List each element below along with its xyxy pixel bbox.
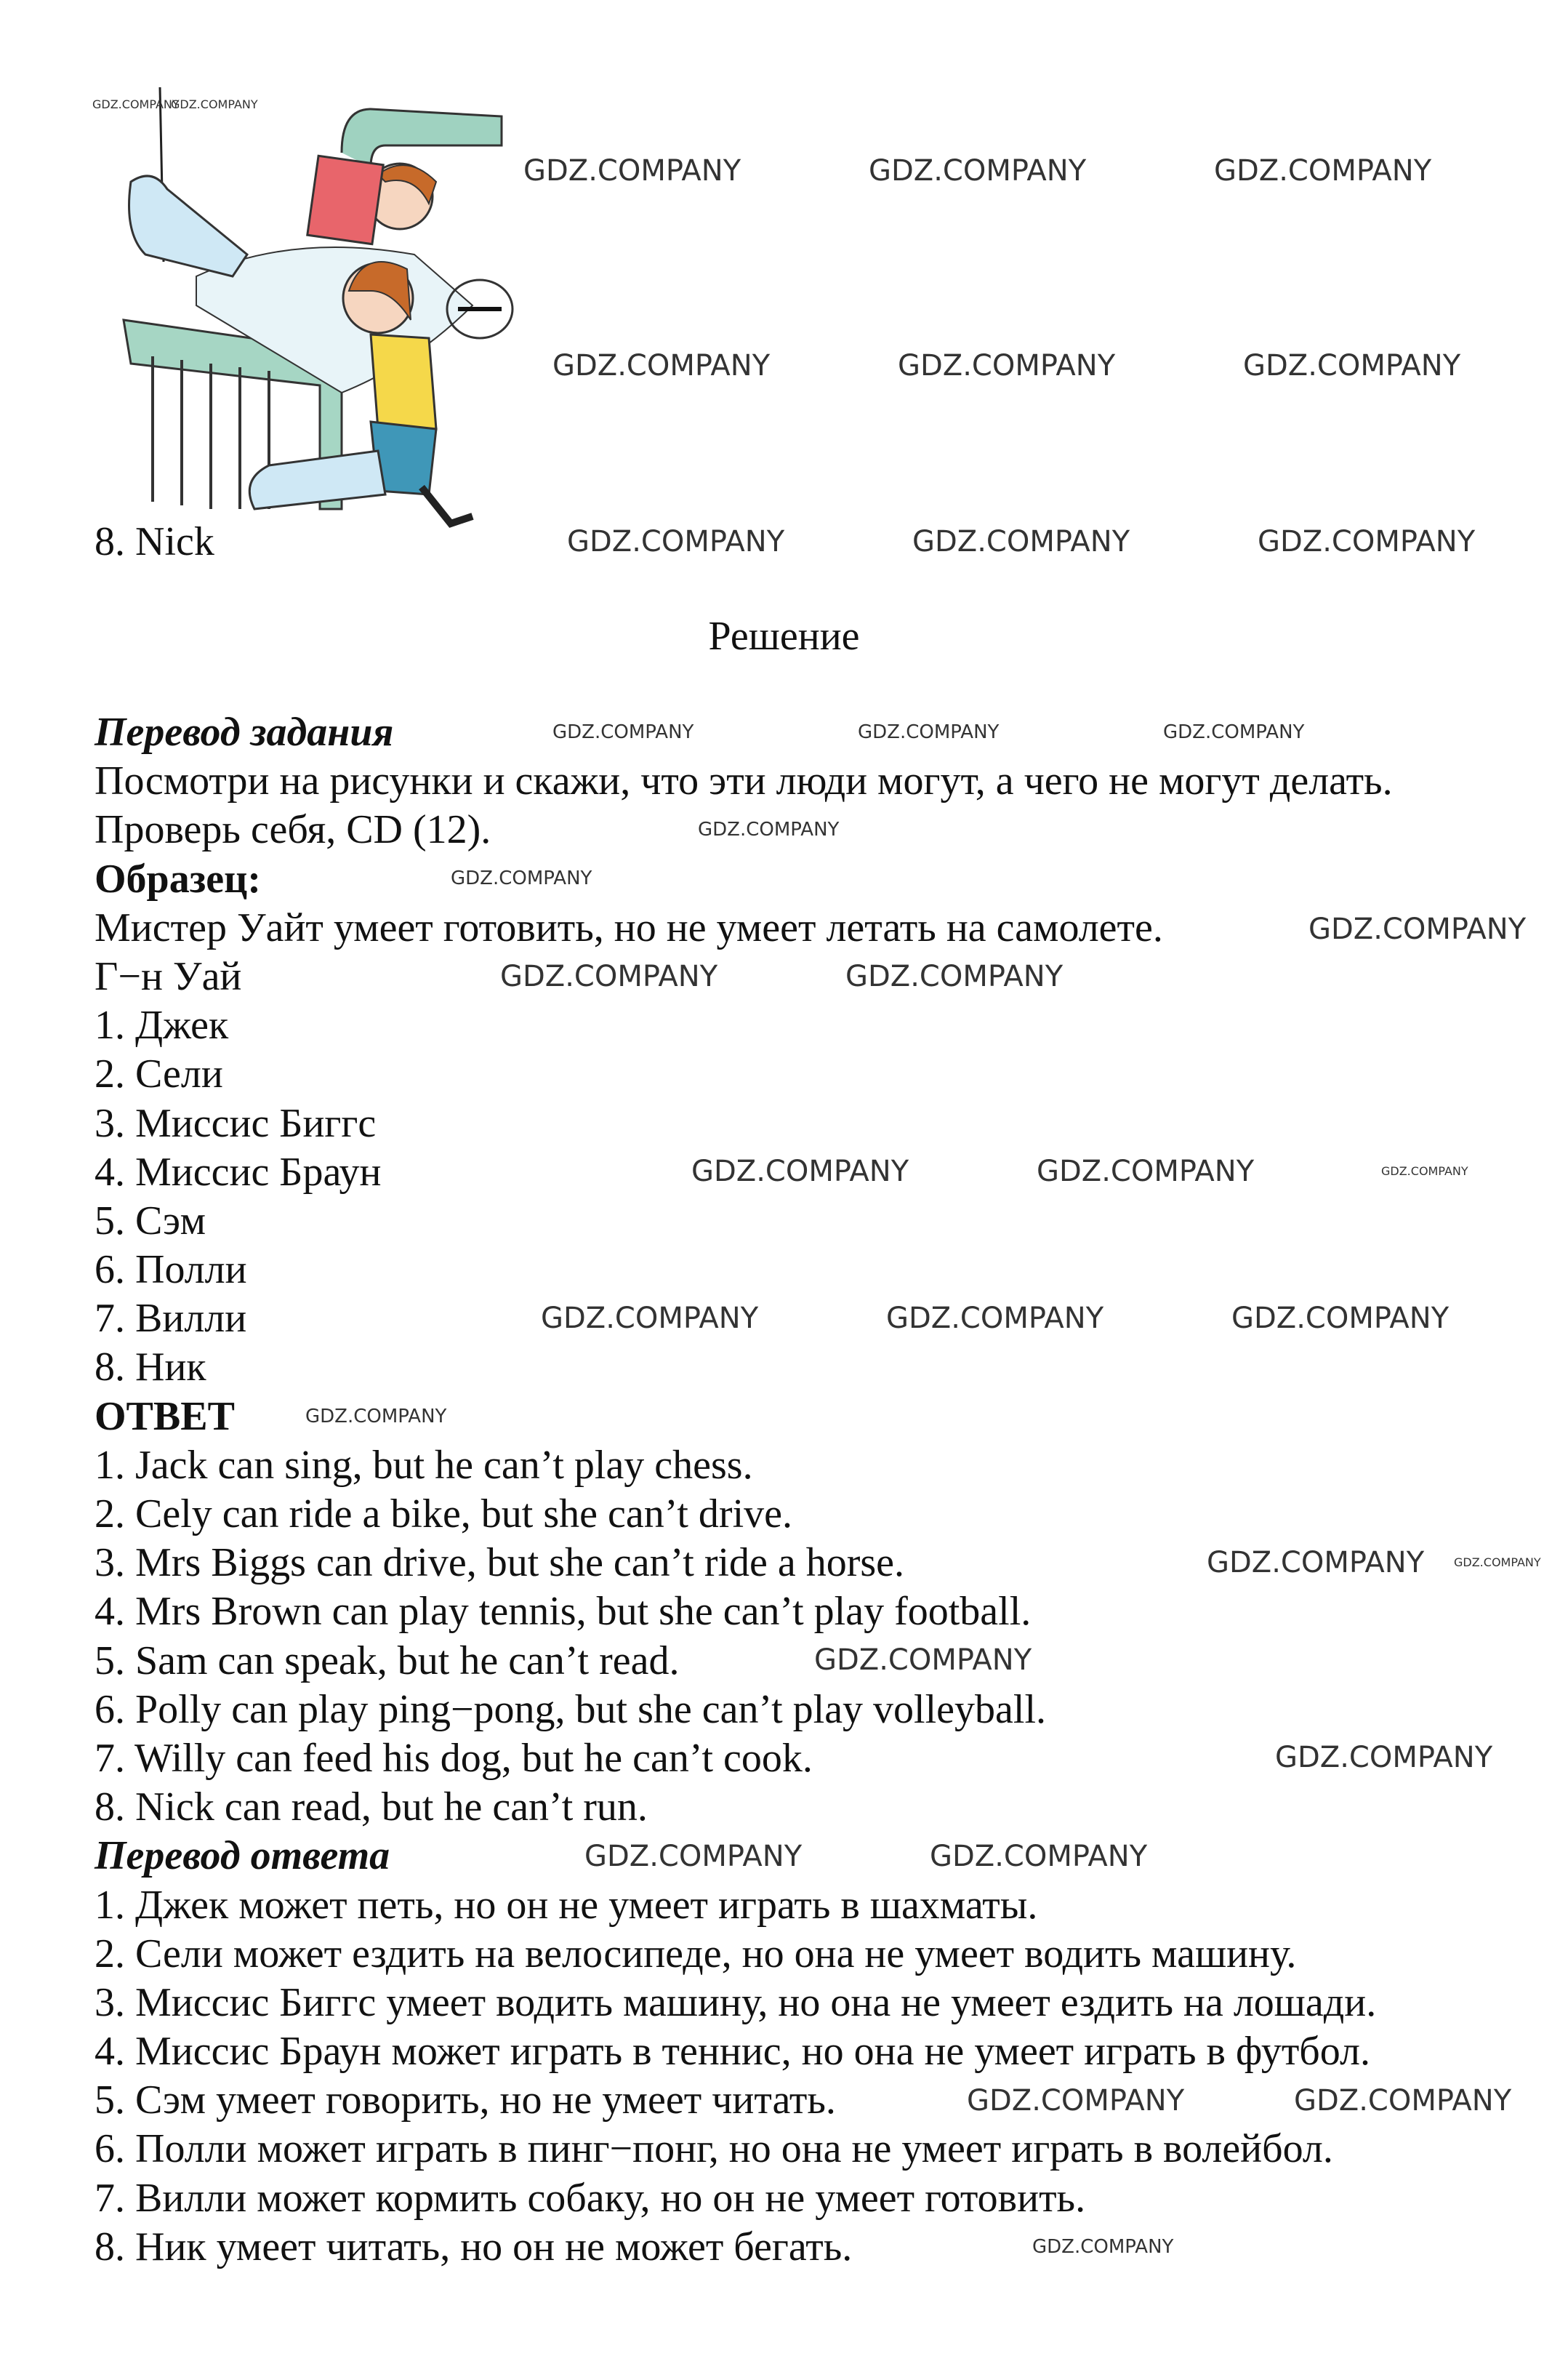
section-title: Решение	[708, 614, 860, 659]
watermark: GDZ.COMPANY	[912, 525, 1130, 558]
solution-body	[95, 708, 1393, 2272]
name-item: 8. Ник	[95, 1345, 206, 1390]
watermark: GDZ.COMPANY	[552, 349, 771, 382]
task-line: Посмотри на рисунки и скажи, что эти люди могут, а чего не могут делать.	[95, 758, 1393, 804]
watermark: GDZ.COMPANY	[541, 1302, 759, 1335]
watermark: GDZ.COMPANY	[1275, 1741, 1493, 1774]
watermark: GDZ.COMPANY	[1207, 1546, 1425, 1579]
task-translation-heading: Перевод задания	[95, 710, 394, 755]
watermark: GDZ.COMPANY	[814, 1643, 1032, 1677]
watermark: GDZ.COMPANY	[584, 1840, 803, 1873]
answer-translation-line: 6. Полли может играть в пинг−понг, но она не умеет играть в волейбол.	[95, 2126, 1333, 2172]
watermark: GDZ.COMPANY	[1454, 1555, 1541, 1569]
answer-translation-heading: Перевод ответа	[95, 1833, 390, 1879]
watermark: GDZ.COMPANY	[1308, 913, 1527, 946]
watermark: GDZ.COMPANY	[1243, 349, 1461, 382]
watermark: GDZ.COMPANY	[1214, 154, 1432, 188]
watermark: GDZ.COMPANY	[1258, 525, 1476, 558]
watermark: GDZ.COMPANY	[858, 721, 1000, 743]
name-item: 2. Сели	[95, 1051, 223, 1097]
answer-translation-line: 4. Миссис Браун может играть в теннис, но она не умеет играть в футбол.	[95, 2029, 1371, 2075]
watermark: GDZ.COMPANY	[305, 1406, 447, 1427]
watermark: GDZ.COMPANY	[1037, 1155, 1255, 1188]
name-item: Г−н Уай	[95, 953, 242, 999]
leg-cast-top	[129, 176, 248, 276]
name-item: 7. Вилли	[95, 1296, 247, 1342]
watermark: GDZ.COMPANY	[930, 1840, 1148, 1873]
watermark: GDZ.COMPANY	[869, 154, 1087, 188]
illustration-caption: 8. Nick	[95, 519, 214, 564]
watermark: GDZ.COMPANY	[552, 721, 694, 743]
watermark: GDZ.COMPANY	[698, 819, 840, 841]
watermark: GDZ.COMPANY	[92, 97, 180, 111]
watermark: GDZ.COMPANY	[567, 525, 785, 558]
watermark: GDZ.COMPANY	[845, 960, 1064, 993]
answer-heading: ОТВЕТ	[95, 1393, 235, 1439]
watermark: GDZ.COMPANY	[171, 97, 258, 111]
answer-line: 3. Mrs Biggs can drive, but she can’t ride a horse.	[95, 1540, 905, 1586]
sample-line: Мистер Уайт умеет готовить, но не умеет летать на самолете.	[95, 905, 1163, 950]
answer-translation-line: 5. Сэм умеет говорить, но не умеет читать.	[95, 2077, 836, 2123]
answer-line: 5. Sam can speak, but he can’t read.	[95, 1638, 680, 1683]
answer-line: 4. Mrs Brown can play tennis, but she can’t play football.	[95, 1589, 1032, 1635]
sample-heading: Образец:	[95, 856, 261, 902]
answer-translation-line: 8. Ник умеет читать, но он не может бегать.	[95, 2224, 853, 2269]
bed-headboard	[342, 109, 502, 167]
watermark: GDZ.COMPANY	[691, 1155, 909, 1188]
watermark: GDZ.COMPANY	[1231, 1302, 1450, 1335]
answer-translation-line: 2. Сели может ездить на велосипеде, но она не умеет водить машину.	[95, 1931, 1297, 1976]
watermark: GDZ.COMPANY	[1294, 2084, 1512, 2117]
answer-line: 1. Jack can sing, but he can’t play chess.	[95, 1442, 753, 1488]
name-item: 6. Полли	[95, 1247, 247, 1293]
watermark: GDZ.COMPANY	[451, 868, 592, 889]
watermark: GDZ.COMPANY	[523, 154, 741, 188]
watermark: GDZ.COMPANY	[500, 960, 718, 993]
watermark: GDZ.COMPANY	[1163, 721, 1305, 743]
watermark: GDZ.COMPANY	[898, 349, 1116, 382]
name-item: 5. Сэм	[95, 1198, 206, 1243]
answer-translation-line: 1. Джек может петь, но он не умеет играть в шахматы.	[95, 1882, 1038, 1928]
name-item: 1. Джек	[95, 1003, 229, 1049]
illustration-nick-broken-leg	[109, 87, 516, 538]
watermark: GDZ.COMPANY	[967, 2084, 1185, 2117]
task-line: Проверь себя, CD (12).	[95, 807, 491, 853]
boy-in-bed	[307, 156, 436, 244]
watermark: GDZ.COMPANY	[1032, 2236, 1174, 2258]
name-item: 3. Миссис Биггс	[95, 1100, 377, 1146]
name-item: 4. Миссис Браун	[95, 1149, 382, 1195]
answer-line: 2. Cely can ride a bike, but she can’t drive.	[95, 1491, 792, 1536]
watermark: GDZ.COMPANY	[886, 1302, 1104, 1335]
answer-line: 7. Willy can feed his dog, but he can’t cook.	[95, 1735, 813, 1781]
answer-translation-line: 3. Миссис Биггс умеет водить машину, но она не умеет ездить на лошади.	[95, 1979, 1377, 2025]
watermark: GDZ.COMPANY	[1381, 1164, 1468, 1178]
answer-line: 6. Polly can play ping−pong, but she can’t play volleyball.	[95, 1686, 1046, 1732]
answer-translation-line: 7. Вилли может кормить собаку, но он не умеет готовить.	[95, 2175, 1086, 2221]
answer-line: 8. Nick can read, but he can’t run.	[95, 1784, 648, 1830]
